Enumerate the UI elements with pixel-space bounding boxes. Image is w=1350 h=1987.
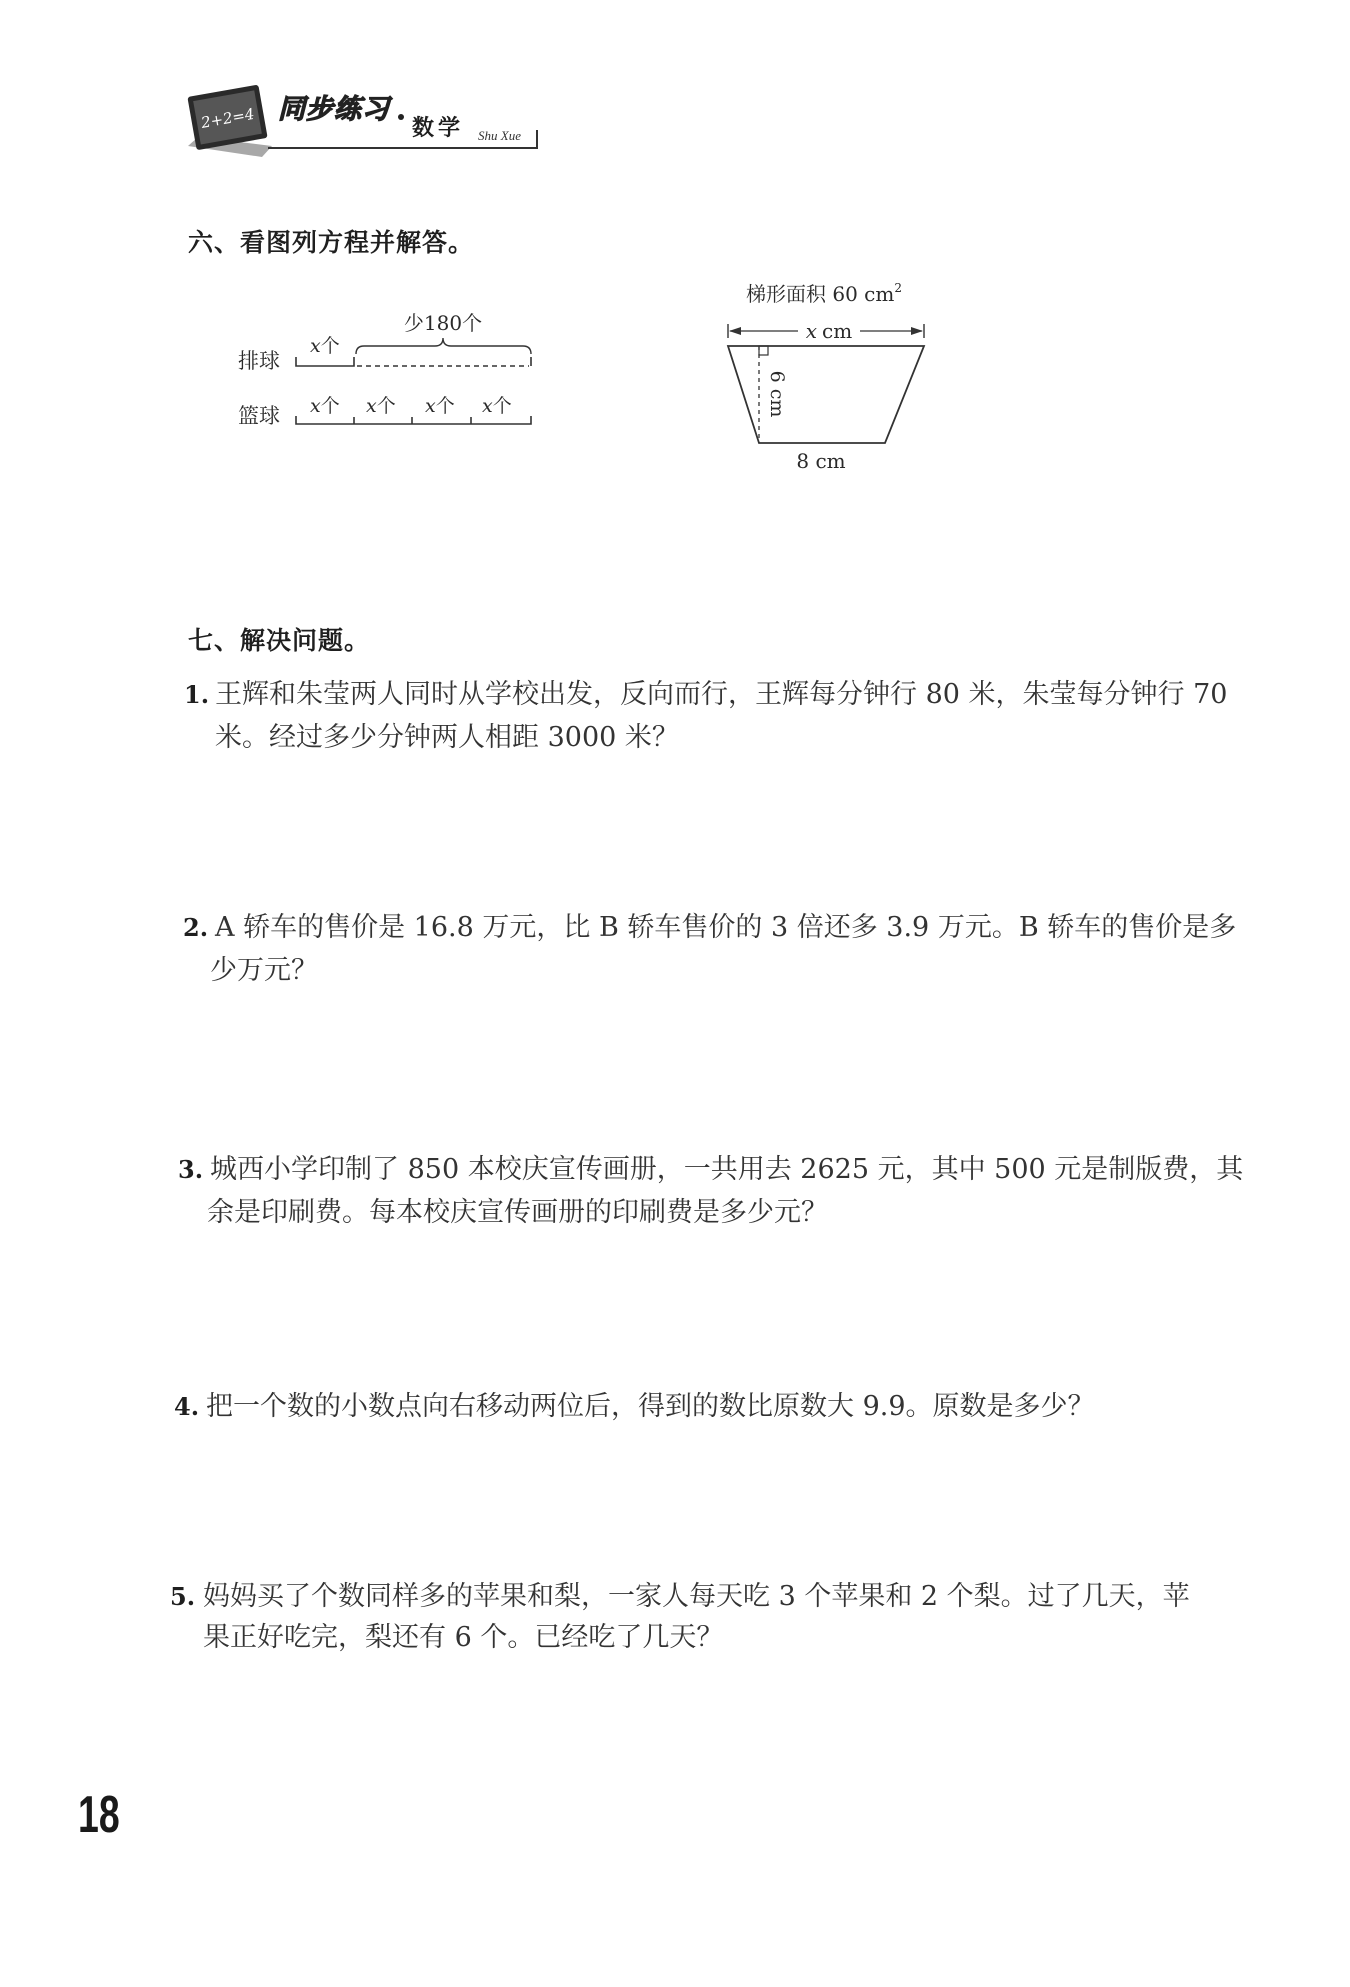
problem-3-number: 3. bbox=[178, 1155, 204, 1184]
left-arrowhead-icon bbox=[729, 327, 741, 335]
chalkboard-text: 2+2=4 bbox=[199, 104, 256, 132]
segment-variable: x bbox=[310, 395, 321, 417]
problem-1-number: 1. bbox=[184, 680, 210, 709]
problem-4-number: 4. bbox=[174, 1392, 200, 1421]
problem-2-line-2: 少万元？ bbox=[210, 955, 318, 986]
header-underline bbox=[268, 147, 538, 149]
problem-5-line-1: 妈妈买了个数同样多的苹果和梨，一家人每天吃 3 个苹果和 2 个梨。过了几天，苹 bbox=[203, 1581, 1190, 1612]
basketball-segment-label bbox=[425, 395, 455, 417]
segment-unit: 个 bbox=[320, 395, 340, 417]
series-title: 同步练习 bbox=[278, 94, 390, 125]
bar-diagram bbox=[228, 305, 548, 440]
basketball-segment-label bbox=[482, 395, 512, 417]
chalkboard-logo-icon bbox=[184, 80, 276, 166]
top-base-variable: x bbox=[805, 319, 818, 343]
problem-4-line-1: 把一个数的小数点向右移动两位后，得到的数比原数大 9.9。原数是多少？ bbox=[206, 1391, 1095, 1422]
problem-3-line-2: 余是印刷费。每本校庆宣传画册的印刷费是多少元？ bbox=[207, 1197, 828, 1228]
problem-3-line-1: 城西小学印制了 850 本校庆宣传画册，一共用去 2625 元，其中 500 元是制版费，其 bbox=[210, 1154, 1244, 1185]
basketball-segment-label bbox=[310, 395, 340, 417]
problem-5-line-2: 果正好吃完，梨还有 6 个。已经吃了几天？ bbox=[203, 1622, 724, 1653]
segment-variable: x bbox=[482, 395, 493, 417]
subject-pinyin: Shu Xue bbox=[478, 128, 521, 143]
volleyball-bar-solid bbox=[296, 357, 354, 366]
bottom-base-label: 8 cm bbox=[796, 449, 846, 473]
problem-5-number: 5. bbox=[170, 1582, 196, 1611]
basketball-segment-label bbox=[366, 395, 396, 417]
right-arrowhead-icon bbox=[911, 327, 923, 335]
area-text: 梯形面积 60 cm bbox=[746, 282, 895, 306]
section-6-title: 六、看图列方程并解答。 bbox=[188, 228, 475, 257]
problem-1-line-1: 王辉和朱莹两人同时从学校出发，反向而行，王辉每分钟行 80 米，朱莹每分钟行 70 bbox=[215, 679, 1228, 710]
header-underline-end bbox=[536, 130, 538, 149]
top-base-unit: cm bbox=[822, 319, 853, 343]
difference-brace bbox=[356, 338, 531, 354]
subject-title: 数学 bbox=[412, 116, 465, 141]
page-number: 18 bbox=[78, 1786, 120, 1844]
header-separator-dot bbox=[398, 114, 404, 120]
difference-label: 少180个 bbox=[403, 311, 483, 335]
segment-unit: 个 bbox=[435, 395, 455, 417]
section-7-title: 七、解决问题。 bbox=[188, 626, 371, 655]
trapezoid-figure bbox=[720, 275, 945, 480]
right-angle-mark bbox=[759, 346, 768, 355]
problem-2-line-1: A 轿车的售价是 16.8 万元，比 B 轿车售价的 3 倍还多 3.9 万元。B 轿车的售价是多 bbox=[215, 912, 1237, 943]
basketball-label: 篮球 bbox=[238, 404, 280, 428]
segment-variable: x bbox=[310, 335, 321, 357]
volleyball-segment-label bbox=[310, 335, 340, 357]
height-label: 6 cm bbox=[766, 370, 788, 418]
segment-variable: x bbox=[425, 395, 436, 417]
area-exponent: 2 bbox=[894, 281, 902, 295]
basketball-bar bbox=[296, 416, 531, 424]
segment-variable: x bbox=[366, 395, 377, 417]
problem-2-number: 2. bbox=[183, 913, 209, 942]
segment-unit: 个 bbox=[320, 335, 340, 357]
problem-1-line-2: 米。经过多少分钟两人相距 3000 米？ bbox=[215, 722, 679, 753]
trapezoid-shape bbox=[728, 346, 924, 443]
trapezoid-area-label bbox=[746, 281, 902, 306]
segment-unit: 个 bbox=[376, 395, 396, 417]
volleyball-label: 排球 bbox=[238, 349, 280, 373]
segment-unit: 个 bbox=[492, 395, 512, 417]
top-base-label bbox=[806, 319, 852, 343]
